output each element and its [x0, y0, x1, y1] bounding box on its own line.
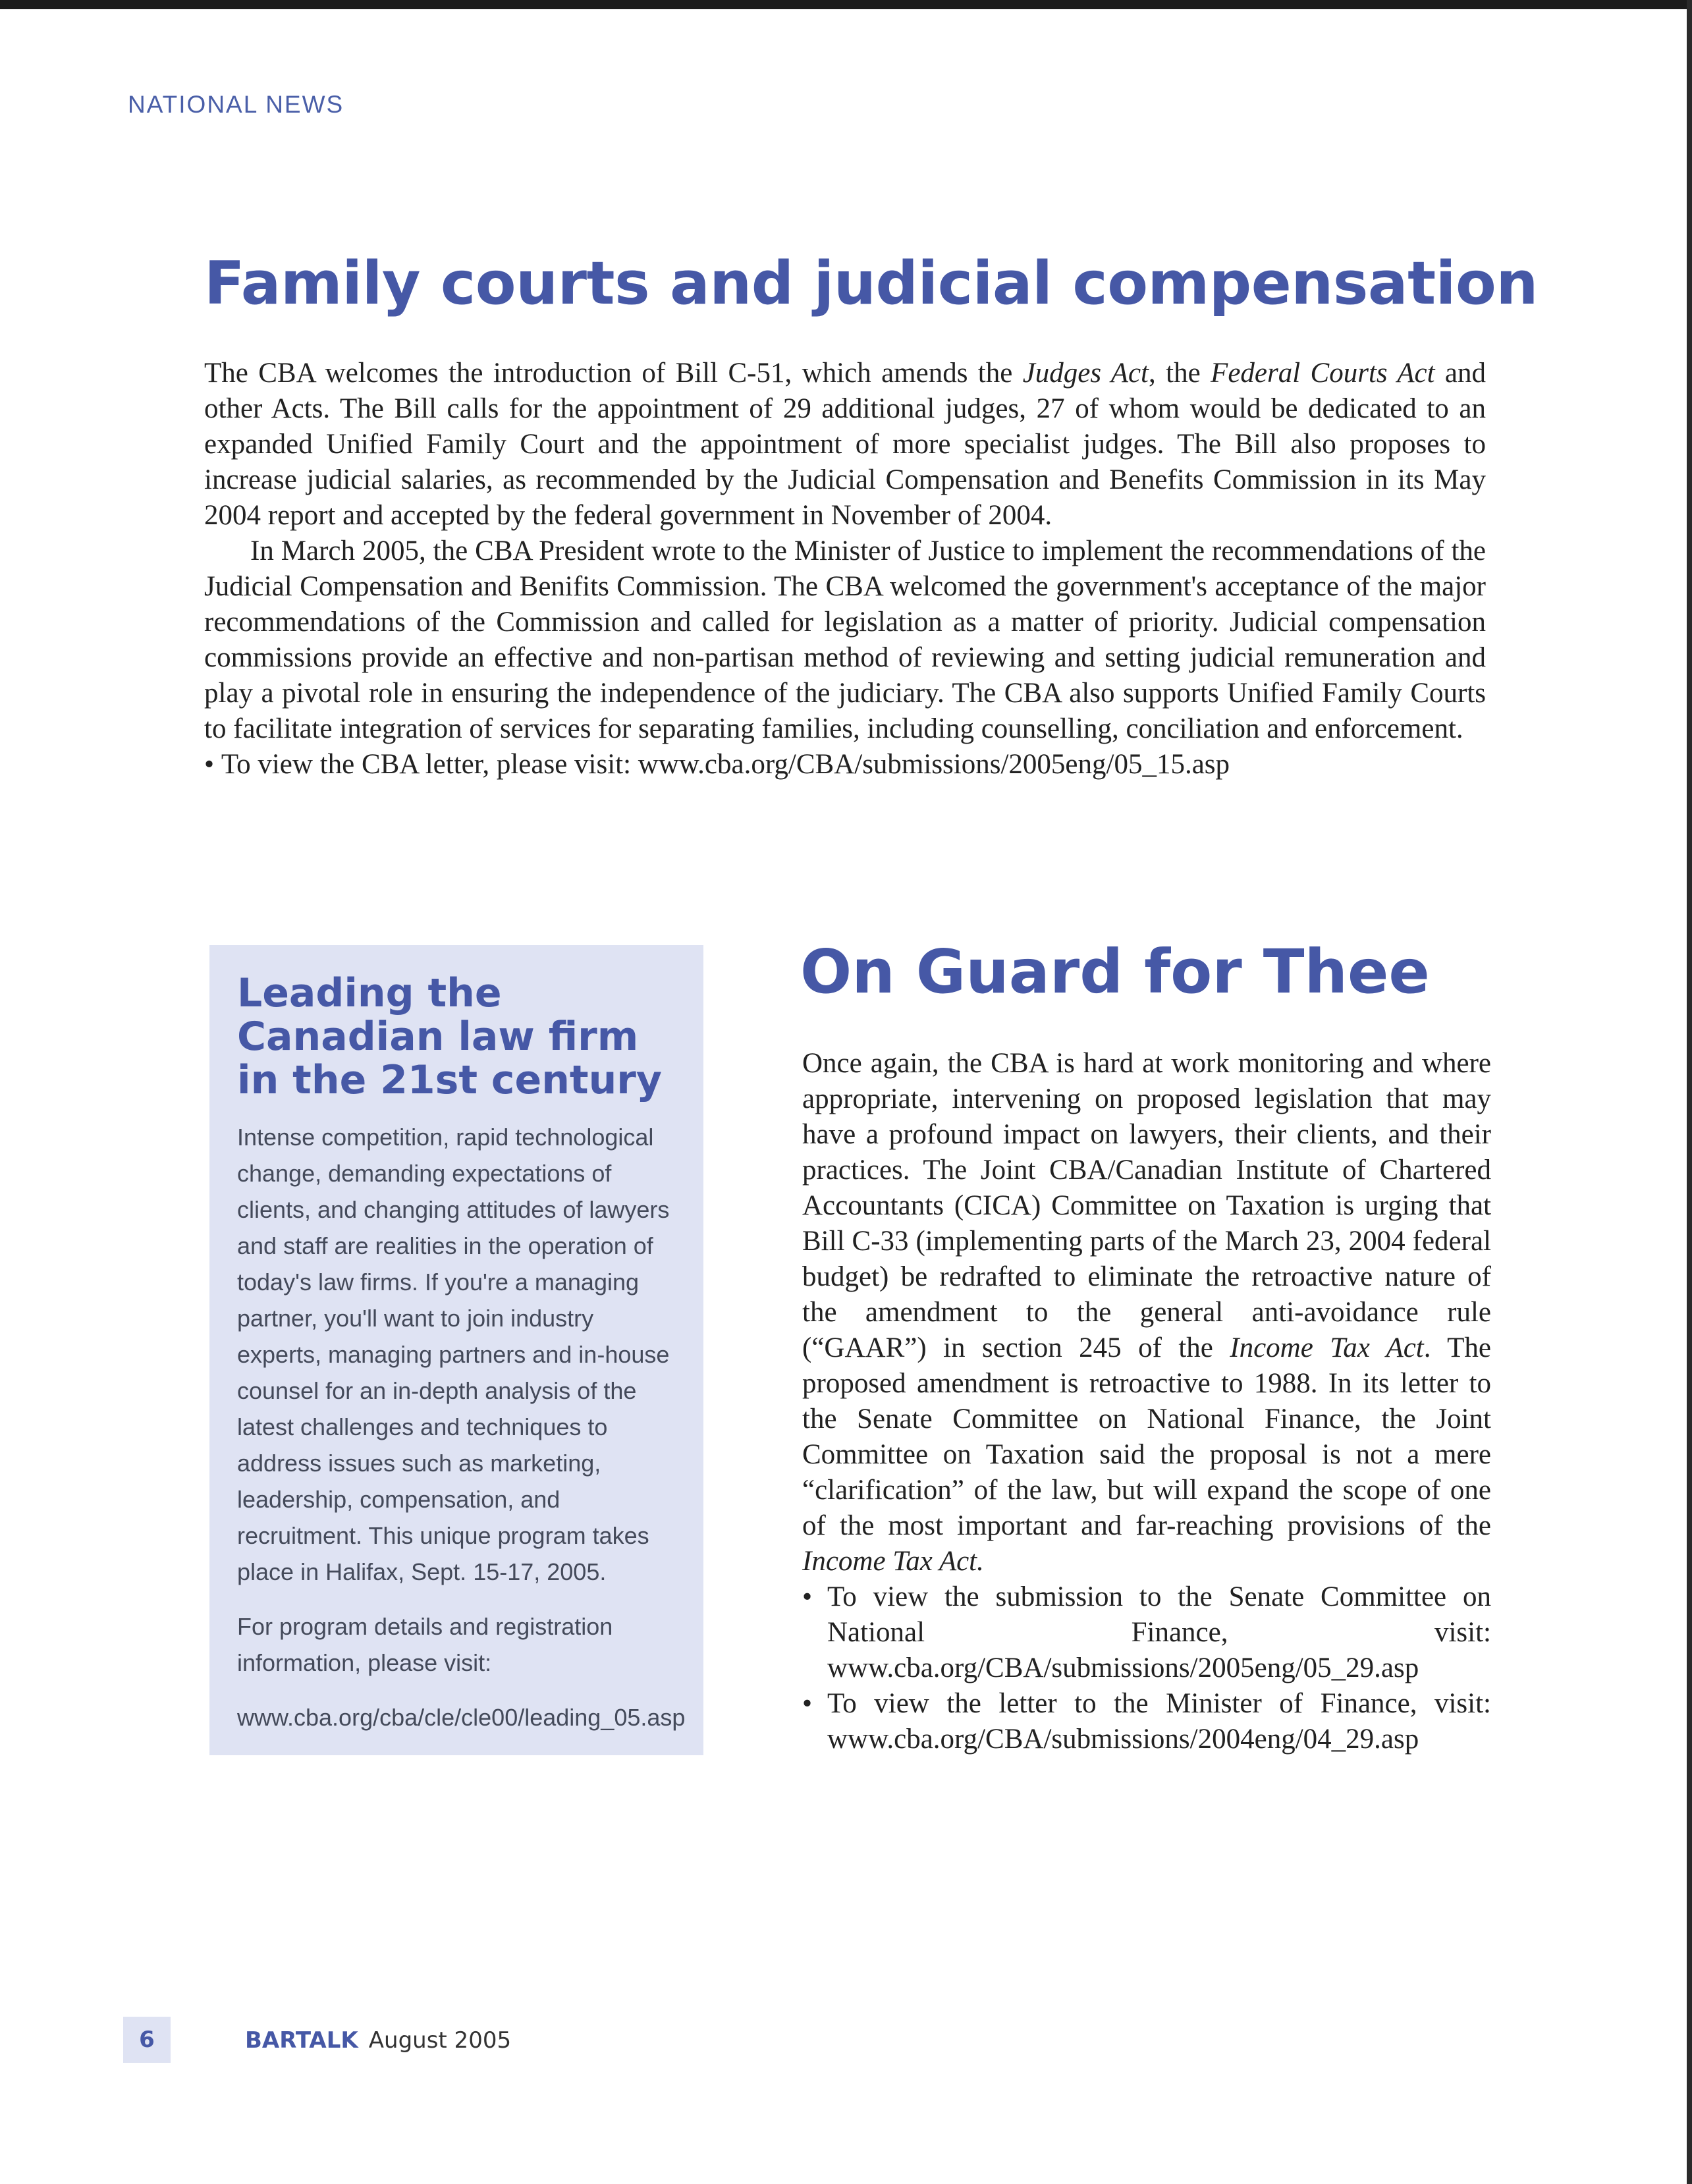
federal-courts-act-title: Federal Courts Act	[1211, 358, 1435, 389]
article-paragraph-2: In March 2005, the CBA President wrote to the Minister of Justice to implement the recommendations of the Judicial Compensation and Benifits Commission. The CBA welcomed the government's acceptance of the major recommendations of the Commission and called for legislation as a matter of priority. Judicial compensation commissions provide an effective and non-partisan method of reviewing and setting judicial remuneration and play a pivotal role in ensuring the independence of the judiciary. The CBA also supports Unified Family Courts to facilitate integration of services for separating families, including counselling, conciliation and enforcement.	[204, 535, 1486, 744]
bullet-item: • To view the letter to the Minister of Finance, visit: www.cba.org/CBA/submissions/2004eng/04_29.asp	[802, 1686, 1491, 1757]
article-body	[204, 356, 1486, 782]
sidebar-box	[209, 945, 703, 1755]
bullet-icon: •	[802, 1688, 813, 1719]
article-link-bullet: • To view the CBA letter, please visit: www.cba.org/CBA/submissions/2005eng/05_15.asp	[204, 749, 1230, 780]
publication-date: August 2005	[368, 2027, 512, 2054]
bullet-icon: •	[802, 1581, 813, 1612]
income-tax-act-title: Income Tax Act	[1230, 1332, 1424, 1363]
bullet-item: • To view the submission to the Senate Committee on National Finance, visit: www.cba.org/CBA/submissions/2005eng/05_29.asp	[802, 1579, 1491, 1686]
bullet-icon: •	[204, 749, 221, 780]
page-edge	[1687, 0, 1692, 2184]
sidebar-url: www.cba.org/cba/cle/cle00/leading_05.asp	[237, 1704, 686, 1731]
sidebar-body: Intense competition, rapid technological change, demanding expectations of clients, and changing attitudes of lawyers and staff are realities in the operation of today's law firms. If you're a managing partner, you'll want to join industry experts, managing partners and in-house counsel for an in-depth analysis of the latest challenges and techniques to address issues such as marketing, leadership, compensation, and recruitment. This unique program takes place in Halifax, Sept. 15-17, 2005.	[237, 1124, 670, 1585]
section-label: NATIONAL NEWS	[128, 91, 344, 118]
sidebar-title: Leading the Canadian law firm in the 21st century	[237, 970, 662, 1103]
income-tax-act-title-2: Income Tax Act	[802, 1546, 977, 1577]
article-paragraph-1: The CBA welcomes the introduction of Bill C-51, which amends the Judges Act, the Federal Courts Act and other Acts. The Bill calls for the appointment of 29 additional judges, 27 of whom would be dedicated to an expanded Unified Family Court and the appointment of more specialist judges. The Bill also proposes to increase judicial salaries, as recommended by the Judicial Compensation and Benefits Commission in its May 2004 report and accepted by the federal government in November of 2004.	[204, 358, 1486, 531]
sidebar-details: For program details and registration information, please visit:	[237, 1613, 613, 1676]
article-2-bullets	[802, 1579, 1491, 1757]
publication-name: BARTALK	[245, 2027, 358, 2054]
article-2-title: On Guard for Thee	[800, 937, 1430, 1007]
top-rule	[0, 0, 1692, 9]
article-2-paragraph: Once again, the CBA is hard at work monitoring and where appropriate, intervening on proposed legislation that may have a profound impact on lawyers, their clients, and their practices. The Joint CBA/Canadian Institute of Chartered Accountants (CICA) Committee on Taxation is urging that Bill C-33 (implementing parts of the March 23, 2004 federal budget) be redrafted to eliminate the retroactive nature of the amendment to the general anti-avoidance rule (“GAAR”) in section 245 of the Income Tax Act. The proposed amendment is retroactive to 1988. In its letter to the Senate Committee on National Finance, the Joint Committee on Taxation said the proposal is not a mere “clarification” of the law, but will expand the scope of one of the most important and far-reaching provisions of the Income Tax Act.	[802, 1048, 1491, 1577]
judges-act-title: Judges Act	[1022, 358, 1149, 389]
page-number: 6	[123, 2017, 171, 2063]
article-2-body	[802, 1046, 1491, 1757]
footer-publication	[245, 2027, 511, 2054]
article-title: Family courts and judicial compensation	[204, 249, 1538, 318]
